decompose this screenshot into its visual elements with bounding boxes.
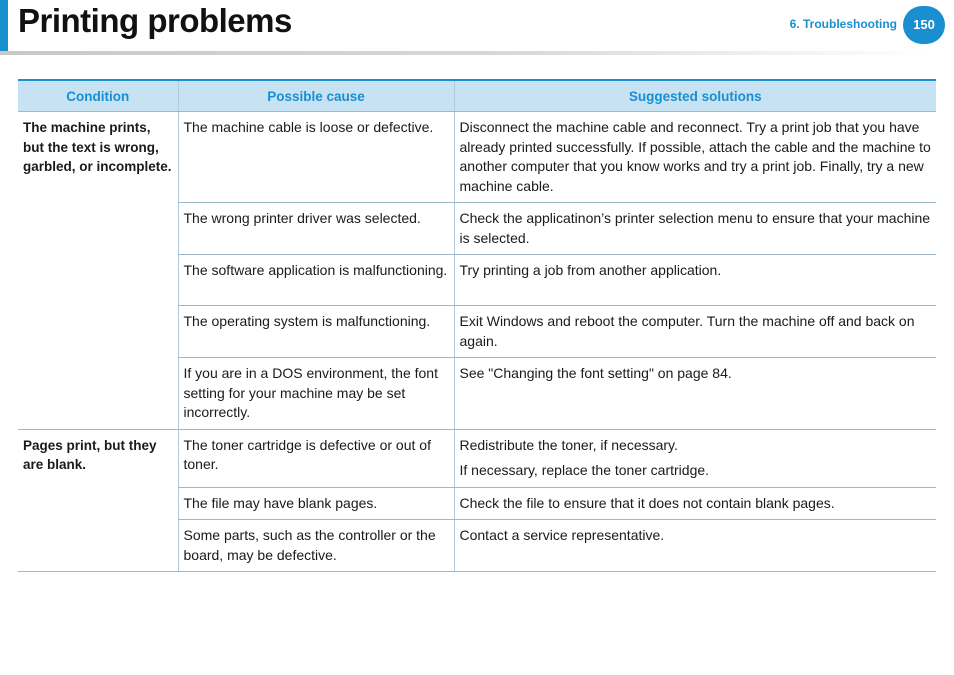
solution-cell (454, 255, 936, 306)
solution-text: Disconnect the machine cable and reconnect. Try a print job that you have already printed successfully. If possible, attach the cable and the machine to another computer that you know works and try a print job. Finally, try a new machine cable. (459, 119, 931, 194)
page-title: Printing problems (18, 2, 292, 39)
solution-cell (454, 203, 936, 255)
cause-cell: The operating system is malfunctioning. (178, 306, 454, 358)
header-accent-bar (0, 0, 8, 52)
column-header-solutions: Suggested solutions (454, 80, 936, 112)
solution-cell (454, 520, 936, 572)
table-header-row (18, 80, 936, 112)
condition-cell: Pages print, but they are blank. (18, 429, 178, 572)
table-row (18, 429, 936, 487)
solution-text: Try printing a job from another application. (459, 262, 722, 278)
table-row (18, 112, 936, 203)
solution-text: If necessary, replace the toner cartridge. (459, 462, 710, 478)
solution-cell (454, 429, 936, 487)
condition-cell: The machine prints, but the text is wrong, garbled, or incomplete. (18, 112, 178, 430)
column-header-condition: Condition (18, 80, 178, 112)
solution-cell (454, 112, 936, 203)
cause-cell: The wrong printer driver was selected. (178, 203, 454, 255)
troubleshooting-table (18, 79, 936, 572)
solution-text: Check the file to ensure that it does not contain blank pages. (459, 494, 835, 511)
cause-cell: The file may have blank pages. (178, 487, 454, 520)
solution-cell (454, 487, 936, 520)
cause-cell: The toner cartridge is defective or out of toner. (178, 429, 454, 487)
solution-text: See "Changing the font setting" on page 84. (459, 365, 732, 381)
cause-cell: The software application is malfunctioning. (178, 255, 454, 306)
solution-cell (454, 306, 936, 358)
cause-cell: If you are in a DOS environment, the font setting for your machine may be set incorrectly. (178, 358, 454, 430)
solution-text: Exit Windows and reboot the computer. Turn the machine off and back on again. (459, 313, 915, 349)
solution-cell (454, 358, 936, 430)
column-header-cause: Possible cause (178, 80, 454, 112)
solution-text: Redistribute the toner, if necessary. (459, 436, 678, 453)
title-underline (0, 51, 930, 55)
solution-text: Contact a service representative. (459, 527, 665, 543)
cause-cell: The machine cable is loose or defective. (178, 112, 454, 203)
chapter-label: 6. Troubleshooting (789, 17, 897, 31)
cause-cell: Some parts, such as the controller or the board, may be defective. (178, 520, 454, 572)
solution-text: Check the applicatinon’s printer selection menu to ensure that your machine is selected. (459, 210, 931, 246)
page-number-badge: 150 (903, 6, 945, 44)
